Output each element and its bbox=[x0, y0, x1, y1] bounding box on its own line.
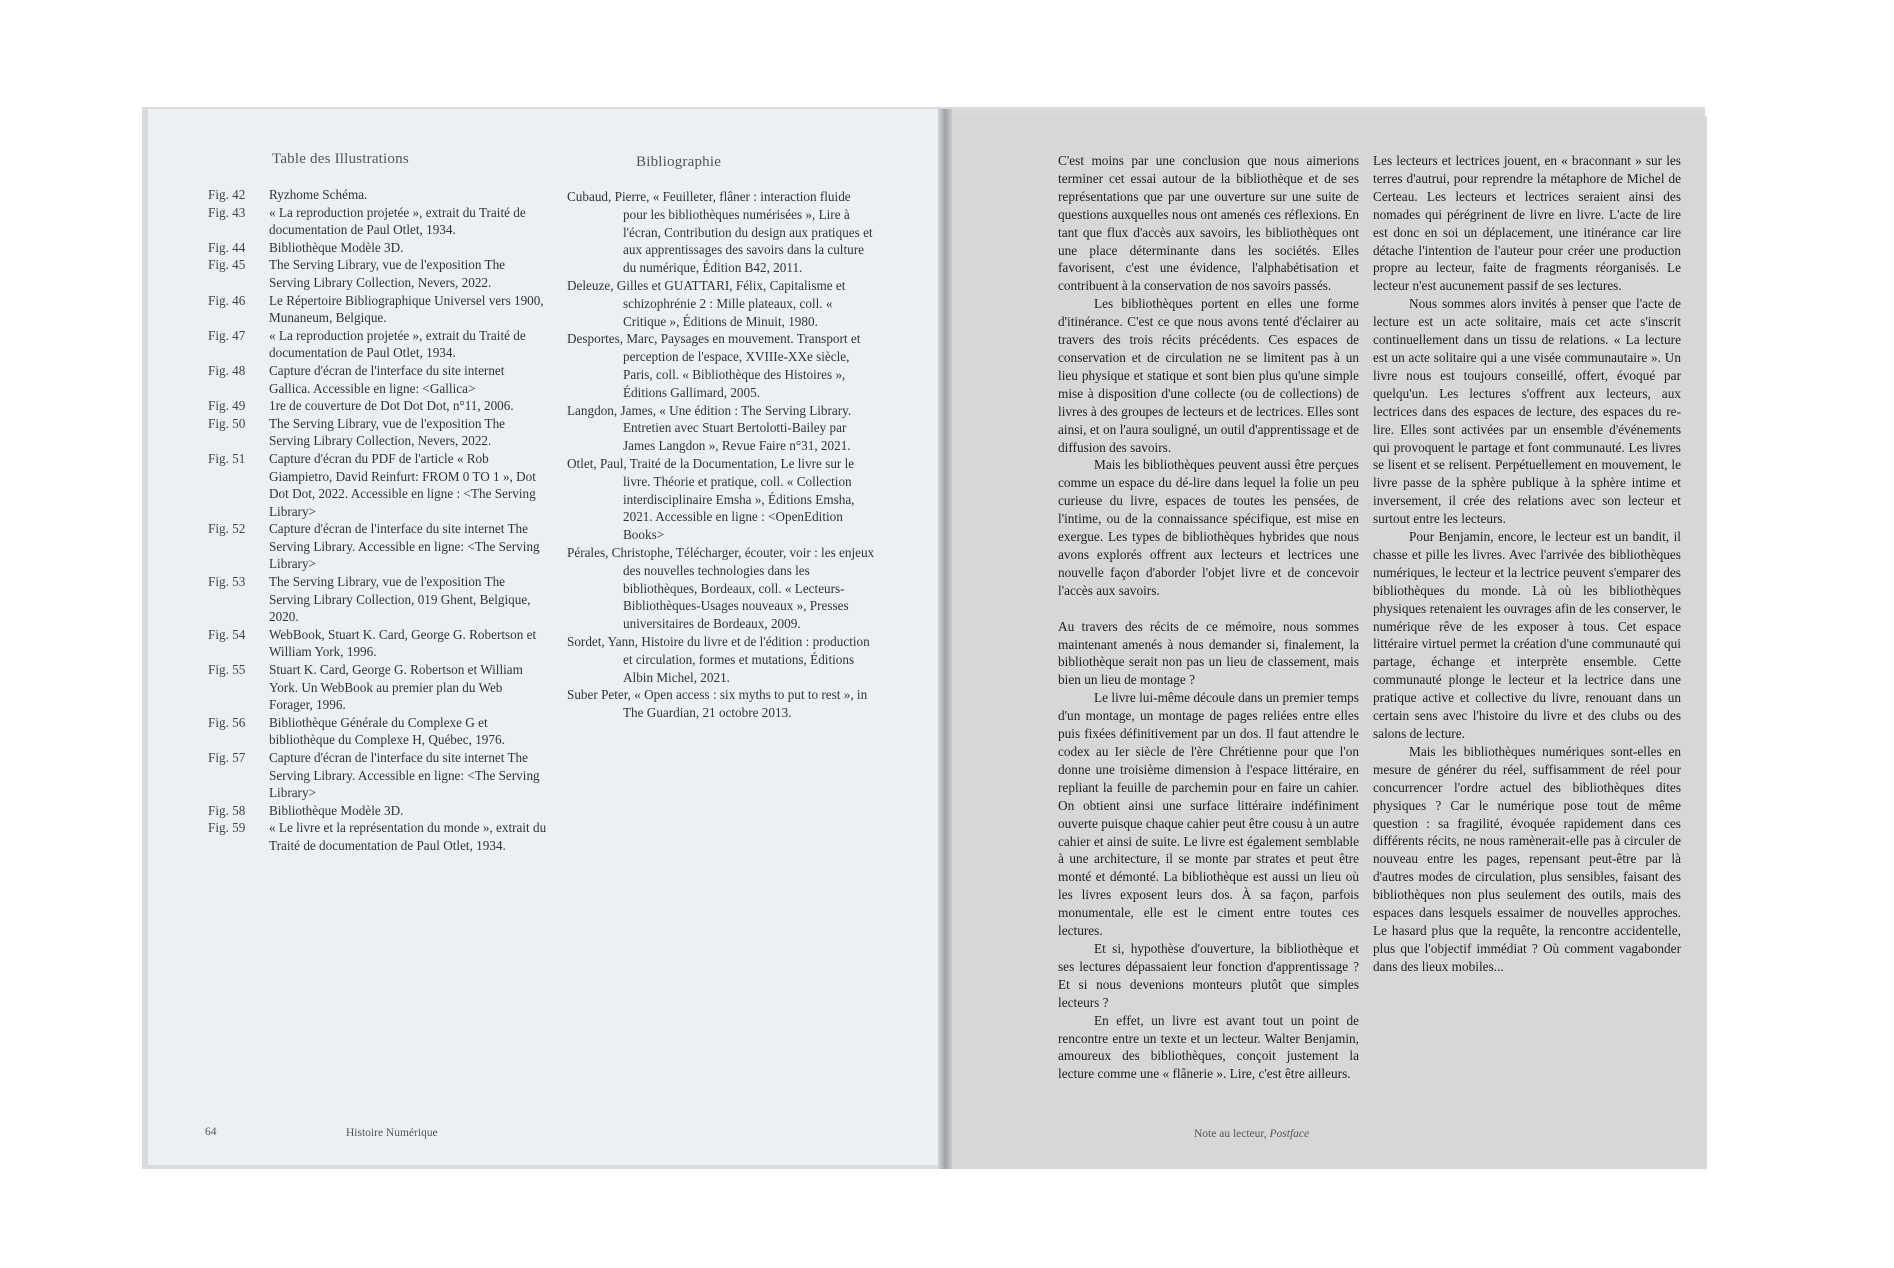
paragraph: Et si, hypothèse d'ouverture, la bibliothèque et ses lectures dépassaient leur fonction d'apprentissage ? Et si nous devenions monteurs plutôt que simples lecteurs ? bbox=[1058, 940, 1359, 1010]
figure-caption: Stuart K. Card, George G. Robertson et William York. Un WebBook au premier plan du Web Forager, 1996. bbox=[269, 662, 523, 713]
figure-number: Fig. 45 bbox=[208, 257, 246, 273]
figure-number: Fig. 42 bbox=[208, 187, 246, 202]
figure-number: Fig. 55 bbox=[208, 662, 246, 678]
list-item bbox=[208, 239, 548, 257]
figure-caption: The Serving Library, vue de l'exposition The Serving Library Collection, 019 Ghent, Belgique, 2020. bbox=[269, 574, 531, 625]
figure-number: Fig. 47 bbox=[208, 327, 246, 343]
figure-number: Fig. 52 bbox=[208, 521, 246, 537]
book-gutter bbox=[938, 109, 952, 1169]
list-item bbox=[208, 714, 548, 749]
list-item bbox=[208, 661, 548, 714]
figure-caption: Bibliothèque Modèle 3D. bbox=[269, 802, 404, 818]
paragraph: Le livre lui-même découle dans un premier temps d'un montage, un montage de pages reliées entre elles puis fixées définitivement par un dos. Il faut attendre le codex au Ier siècle de l'ère Chrétienne pour que l'on donne une troisième dimension à l'espace littéraire, en repliant la feuille de parchemin pour en faire un cahier. On obtient ainsi une surface littéraire indéfiniment ouverte puisque chaque cahier peut être cousu à un autre cahier et ainsi de suite. Le livre est également semblable à une architecture, il se monte par strates et peut être monté et démonté. La bibliothèque est aussi un lieu où les livres exposent leurs dos. À sa façon, parfois monumentale, elle est le ciment entre toutes ces lectures. bbox=[1058, 690, 1359, 939]
footer-text: Note au lecteur, bbox=[1194, 1128, 1270, 1140]
figure-number: Fig. 43 bbox=[208, 204, 246, 220]
figure-caption: Capture d'écran de l'interface du site internet Gallica. Accessible en ligne: <Gallica> bbox=[269, 362, 505, 396]
figure-caption: Ryzhome Schéma. bbox=[269, 187, 368, 202]
list-item bbox=[208, 204, 548, 239]
list-item bbox=[208, 520, 548, 573]
paragraph: Pour Benjamin, encore, le lecteur est un bandit, il chasse et pille les livres. Avec l'arrivée des bibliothèques numériques, le lecteur et la lectrice peuvent s'emparer des bibliothèques du monde. Là où les bibliothèques physiques retenaient les ouvrages afin de les conserver, le numérique rêve de les exposer à tous. Cet espace littéraire virtuel permet la création d'une communauté qui partage, échange et interprète ensemble. Cette communauté plonge le lecteur et la lectrice dans une pratique active et collective du livre, renouant dans un certain sens avec l'histoire du livre et des clubs ou des salons de lecture. bbox=[1373, 529, 1681, 741]
figure-caption: Bibliothèque Générale du Complexe G et bibliothèque du Complexe H, Québec, 1976. bbox=[269, 714, 505, 748]
bibliography-entry: Desportes, Marc, Paysages en mouvement. Transport et perception de l'espace, XVIIIe-XXe siècle, Paris, coll. « Bibliothèque des Histoires », Éditions Gallimard, 2005. bbox=[567, 331, 861, 400]
figure-number: Fig. 50 bbox=[208, 415, 246, 431]
paragraph: Les lecteurs et lectrices jouent, en « braconnant » sur les terres d'autrui, pour reprendre la métaphore de Michel de Certeau. Les lecteurs et lectrices seraient ainsi des nomades qui pérégrinent de livre en livre. L'acte de lire est donc en soi un déplacement, une itinérance car lire détache l'intention de l'auteur pour créer une production propre au lecteur, faite de fragments réorganisés. Le lecteur n'est aucunement passif de ses lectures. bbox=[1373, 153, 1681, 294]
figure-caption: 1re de couverture de Dot Dot Dot, n°11, 2006. bbox=[269, 398, 514, 414]
list-item bbox=[208, 362, 548, 397]
figure-number: Fig. 56 bbox=[208, 714, 246, 730]
figure-number: Fig. 59 bbox=[208, 820, 246, 836]
figure-number: Fig. 54 bbox=[208, 626, 246, 642]
list-item bbox=[208, 415, 548, 450]
paragraph: Mais les bibliothèques numériques sont-elles en mesure de générer du réel, suffisamment de réel pour concurrencer l'ordre actuel des bibliothèques dites physiques ? Car le numérique pose tout de même question : sa fragilité, évoquée rapidement dans ces différents récits, ne nous ramènerait-elle pas à circuler de nouveau entre les pages, repensant peut-être par là d'autres modes de circulation, plus sensibles, faisant des bibliothèques non plus seulement des outils, mais des espaces dans lesquels essaimer de nouvelles approches. Le hasard plus que la requête, la rencontre accidentelle, plus que l'objectif immédiat ? Où comment vagabonder dans des lieux mobiles... bbox=[1373, 743, 1681, 974]
figure-caption: Capture d'écran du PDF de l'article « Rob Giampietro, David Reinfurt: FROM 0 TO 1 », Dot Dot Dot, 2022. Accessible en ligne : <The Serving Library> bbox=[269, 450, 536, 519]
paragraph: Au travers des récits de ce mémoire, nous sommes maintenant amenés à nous demander si, finalement, la bibliothèque serait non pas un lieu de classement, mais bien un lieu de montage ? bbox=[1058, 618, 1359, 688]
paragraph: Nous sommes alors invités à penser que l'acte de lecture est un acte solitaire, mais cet acte s'inscrit continuellement dans un tissu de relations. « La lecture est un acte solitaire qui a une visée communautaire ». Un livre nous est toujours conseillé, offert, évoqué par quelqu'un. Les lectures s'offrent aux lecteurs, aux lectrices dans des espaces de lecture, des espaces du re-lire. Elles sont activées par un ensemble d'événements qui provoquent le partage et font communauté. Les livres se lisent et se relisent. Perpétuellement en mouvement, le livre passe de la sphère publique à la sphère intime et inversement, il crée des relations avec son lecteur et surtout entre les lecteurs. bbox=[1373, 296, 1681, 527]
illustrations-heading: Table des Illustrations bbox=[272, 151, 409, 167]
bibliography-entry: Otlet, Paul, Traité de la Documentation, Le livre sur le livre. Théorie et pratique, coll. « Collection interdisciplinaire Emsha », Éditions Emsha, 2021. Accessible en ligne : <OpenEdition Books> bbox=[567, 455, 855, 543]
bibliography-heading: Bibliographie bbox=[636, 154, 722, 170]
paragraph: Les bibliothèques portent en elles une forme d'itinérance. C'est ce que nous avons tenté d'éclairer au travers des trois récits précédents. Ces espaces de conservation et de circulation ne se limitent pas à un lieu physique et statique et sont bien plus qu'une simple mise à disposition d'une collecte (ou de collections) de livres à des groupes de lecteurs et de lectrices. Elles sont ainsi, et on l'aura souligné, un outil d'apprentissage et de diffusion des savoirs. bbox=[1058, 296, 1359, 455]
figure-caption: The Serving Library, vue de l'exposition The Serving Library Collection, Nevers, 2022. bbox=[269, 415, 506, 449]
figure-number: Fig. 44 bbox=[208, 239, 246, 255]
bibliography-entry: Deleuze, Gilles et GUATTARI, Félix, Capitalisme et schizophrénie 2 : Mille plateaux, coll. « Critique », Éditions de Minuit, 1980. bbox=[567, 277, 846, 329]
bibliography-entry: Cubaud, Pierre, « Feuilleter, flâner : interaction fluide pour les bibliothèques numérisées », Lire à l'écran, Contribution du design aux pratiques et aux apprentissages des savoirs dans la culture du numérique, Édition B42, 2011. bbox=[567, 189, 873, 276]
list-item bbox=[208, 186, 548, 204]
list-item bbox=[208, 802, 548, 820]
figure-caption: Le Répertoire Bibliographique Universel vers 1900, Munaneum, Belgique. bbox=[269, 292, 544, 326]
figure-number: Fig. 53 bbox=[208, 574, 246, 590]
body-column-2 bbox=[1373, 152, 1681, 976]
footer-italic: Postface bbox=[1269, 1128, 1310, 1140]
figure-caption: « Le livre et la représentation du monde », extrait du Traité de documentation de Paul Otlet, 1934. bbox=[269, 820, 547, 853]
figure-number: Fig. 58 bbox=[208, 802, 246, 818]
figure-number: Fig. 49 bbox=[208, 398, 246, 414]
figure-caption: The Serving Library, vue de l'exposition The Serving Library Collection, Nevers, 2022. bbox=[269, 257, 506, 290]
running-title: Histoire Numérique bbox=[346, 1127, 438, 1139]
right-footer bbox=[1194, 1128, 1309, 1140]
figure-caption: « La reproduction projetée », extrait du Traité de documentation de Paul Otlet, 1934. bbox=[269, 204, 526, 238]
paragraph: En effet, un livre est avant tout un point de rencontre entre un texte et un lecteur. Walter Benjamin, amoureux des bibliothèques, conçoit justement la lecture comme une « flânerie ». Lire, c'est être ailleurs. bbox=[1058, 1012, 1359, 1082]
list-item bbox=[208, 819, 548, 854]
list-item bbox=[208, 397, 548, 415]
bibliography-entry: Langdon, James, « Une édition : The Serving Library. Entretien avec Stuart Bertolotti-Bailey par James Langdon », Revue Faire n°31, 2021. bbox=[567, 402, 852, 454]
list-item bbox=[208, 450, 548, 520]
bibliography-entry: Pérales, Christophe, Télécharger, écouter, voir : les enjeux des nouvelles technologies dans les bibliothèques, Bordeaux, coll. « Lecteurs-Bibliothèques-Usages nouveaux », Presses universitaires de Bordeaux, 2009. bbox=[567, 544, 875, 632]
bibliography-list bbox=[567, 188, 877, 722]
list-item bbox=[208, 626, 548, 661]
figure-number: Fig. 46 bbox=[208, 292, 246, 308]
list-item bbox=[208, 292, 548, 327]
figure-caption: Capture d'écran de l'interface du site internet The Serving Library. Accessible en ligne: <The Serving Library> bbox=[269, 750, 540, 801]
bibliography-entry: Sordet, Yann, Histoire du livre et de l'édition : production et circulation, formes et mutations, Éditions Albin Michel, 2021. bbox=[567, 633, 870, 685]
page-number: 64 bbox=[205, 1126, 217, 1138]
figure-caption: Bibliothèque Modèle 3D. bbox=[269, 239, 404, 255]
figure-number: Fig. 57 bbox=[208, 750, 246, 765]
bibliography-entry: Suber Peter, « Open access : six myths to put to rest », in The Guardian, 21 octobre 2013. bbox=[567, 687, 868, 721]
illustrations-list bbox=[208, 186, 548, 855]
paragraph: Mais les bibliothèques peuvent aussi être perçues comme un espace du dé-lire dans lequel la folie un peu curieuse du livre, espaces de toutes les pensées, de l'intime, ou de la connaissance spécifique, est mise en exergue. Les types de bibliothèques hybrides que nous avons explorés offrent aux lecteurs et lectrices une nouvelle façon d'aborder l'objet livre et de concevoir l'accès aux savoirs. bbox=[1058, 457, 1359, 598]
list-item bbox=[208, 749, 548, 802]
figure-number: Fig. 51 bbox=[208, 450, 246, 466]
list-item bbox=[208, 573, 548, 626]
figure-number: Fig. 48 bbox=[208, 362, 246, 378]
figure-caption: « La reproduction projetée », extrait du Traité de documentation de Paul Otlet, 1934. bbox=[269, 327, 526, 361]
body-column-1 bbox=[1058, 152, 1359, 1083]
figure-caption: Capture d'écran de l'interface du site internet The Serving Library. Accessible en ligne: <The Serving Library> bbox=[269, 521, 540, 572]
list-item bbox=[208, 327, 548, 362]
list-item bbox=[208, 256, 548, 291]
figure-caption: WebBook, Stuart K. Card, George G. Robertson et William York, 1996. bbox=[269, 626, 537, 660]
paragraph: C'est moins par une conclusion que nous aimerions terminer cet essai autour de la bibliothèque et de ses représentations que par une ouverture sur une suite de questions auxquelles nous ont amenés ces réflexions. En tant que flux d'accès aux savoirs, les bibliothèques ont une place déterminante dans les sociétés. Elles favorisent, c'est une évidence, l'alphabétisation et contribuent à la conservation de nos savoirs passés. bbox=[1058, 153, 1359, 294]
